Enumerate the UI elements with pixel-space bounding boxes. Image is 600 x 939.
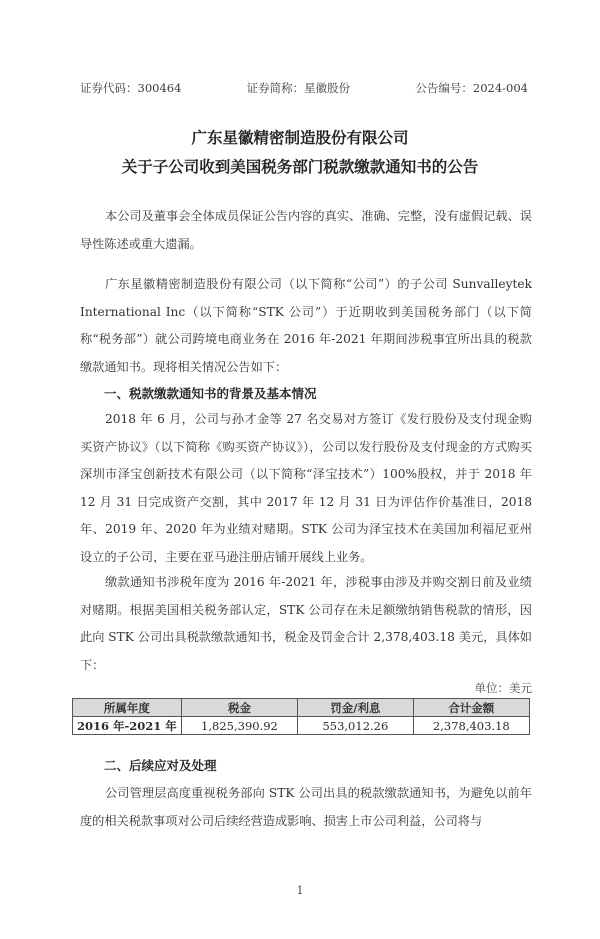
- announcement-subject-title: 关于子公司收到美国税务部门税款缴款通知书的公告: [121, 158, 479, 176]
- board-statement: 本公司及董事会全体成员保证公告内容的真实、准确、完整，没有虚假记载、误导性陈述或重大遗漏。: [80, 209, 532, 251]
- announcement-number: 公告编号：2024-004: [415, 81, 528, 95]
- page-number: 1: [296, 884, 304, 897]
- stock-code: 证券代码：300464: [80, 81, 182, 95]
- table-header-row: [73, 699, 530, 717]
- cell-total: 2,378,403.18: [413, 717, 529, 735]
- cell-year: 2016 年-2021 年: [73, 717, 182, 735]
- tax-notice-table: [72, 698, 530, 735]
- announcement-header: [80, 80, 528, 96]
- column-header-penalty-interest: 罚金/利息: [298, 699, 414, 717]
- section-1-heading: 一、税款缴款通知书的背景及基本情况: [104, 386, 317, 401]
- section-2-paragraph-1: 公司管理层高度重视税务部向 STK 公司出具的税款缴款通知书，为避免以前年度的相关税款事项对公司后续经营造成影响、损害上市公司利益，公司将与: [80, 786, 532, 828]
- company-name-title: 广东星徽精密制造股份有限公司: [191, 129, 409, 147]
- cell-penalty-interest: 553,012.26: [298, 717, 414, 735]
- section-2-heading: 二、后续应对及处理: [104, 758, 217, 773]
- intro-paragraph: 广东星徽精密制造股份有限公司（以下简称“公司”）的子公司 Sunvalleytek International Inc（以下简称“STK 公司”）于近期收到美国税务部门（以下简称“税务部”）就公司跨境电商业务在 2016 年-2021 年期间涉税事宜所出具的税款缴款通知书。现将相关情况公告如下：: [80, 277, 532, 374]
- cell-tax: 1,825,390.92: [181, 717, 297, 735]
- column-header-tax: 税金: [181, 699, 297, 717]
- currency-unit-label: 单位：美元: [474, 681, 532, 695]
- section-1-paragraph-1: 2018 年 6 月，公司与孙才金等 27 名交易对方签订《发行股份及支付现金购买资产协议》（以下简称《购买资产协议》），公司以发行股份及支付现金的方式购买深圳市泽宝创新技术有限公司（以下简称“泽宝技术”）100%股权，并于 2018 年 12 月 31 日完成资产交割，其中 2017 年 12 月 31 日为评估作价基准日，2018 年、2019 年、2020 年为业绩对赌期。STK 公司为泽宝技术在美国加利福尼亚州设立的子公司，主要在亚马逊注册店铺开展线上业务。: [80, 412, 532, 564]
- section-1-paragraph-2: 缴款通知书涉税年度为 2016 年-2021 年，涉税事由涉及并购交割日前及业绩对赌期。根据美国相关税务部认定，STK 公司存在未足额缴纳销售税款的情形，因此向 STK 公司出具税款缴款通知书，税金及罚金合计 2,378,403.18 美元，具体如下：: [80, 575, 532, 672]
- column-header-year: 所属年度: [73, 699, 182, 717]
- column-header-total: 合计金额: [413, 699, 529, 717]
- table-row: [73, 717, 530, 735]
- stock-abbreviation: 证券简称：星徽股份: [246, 81, 351, 95]
